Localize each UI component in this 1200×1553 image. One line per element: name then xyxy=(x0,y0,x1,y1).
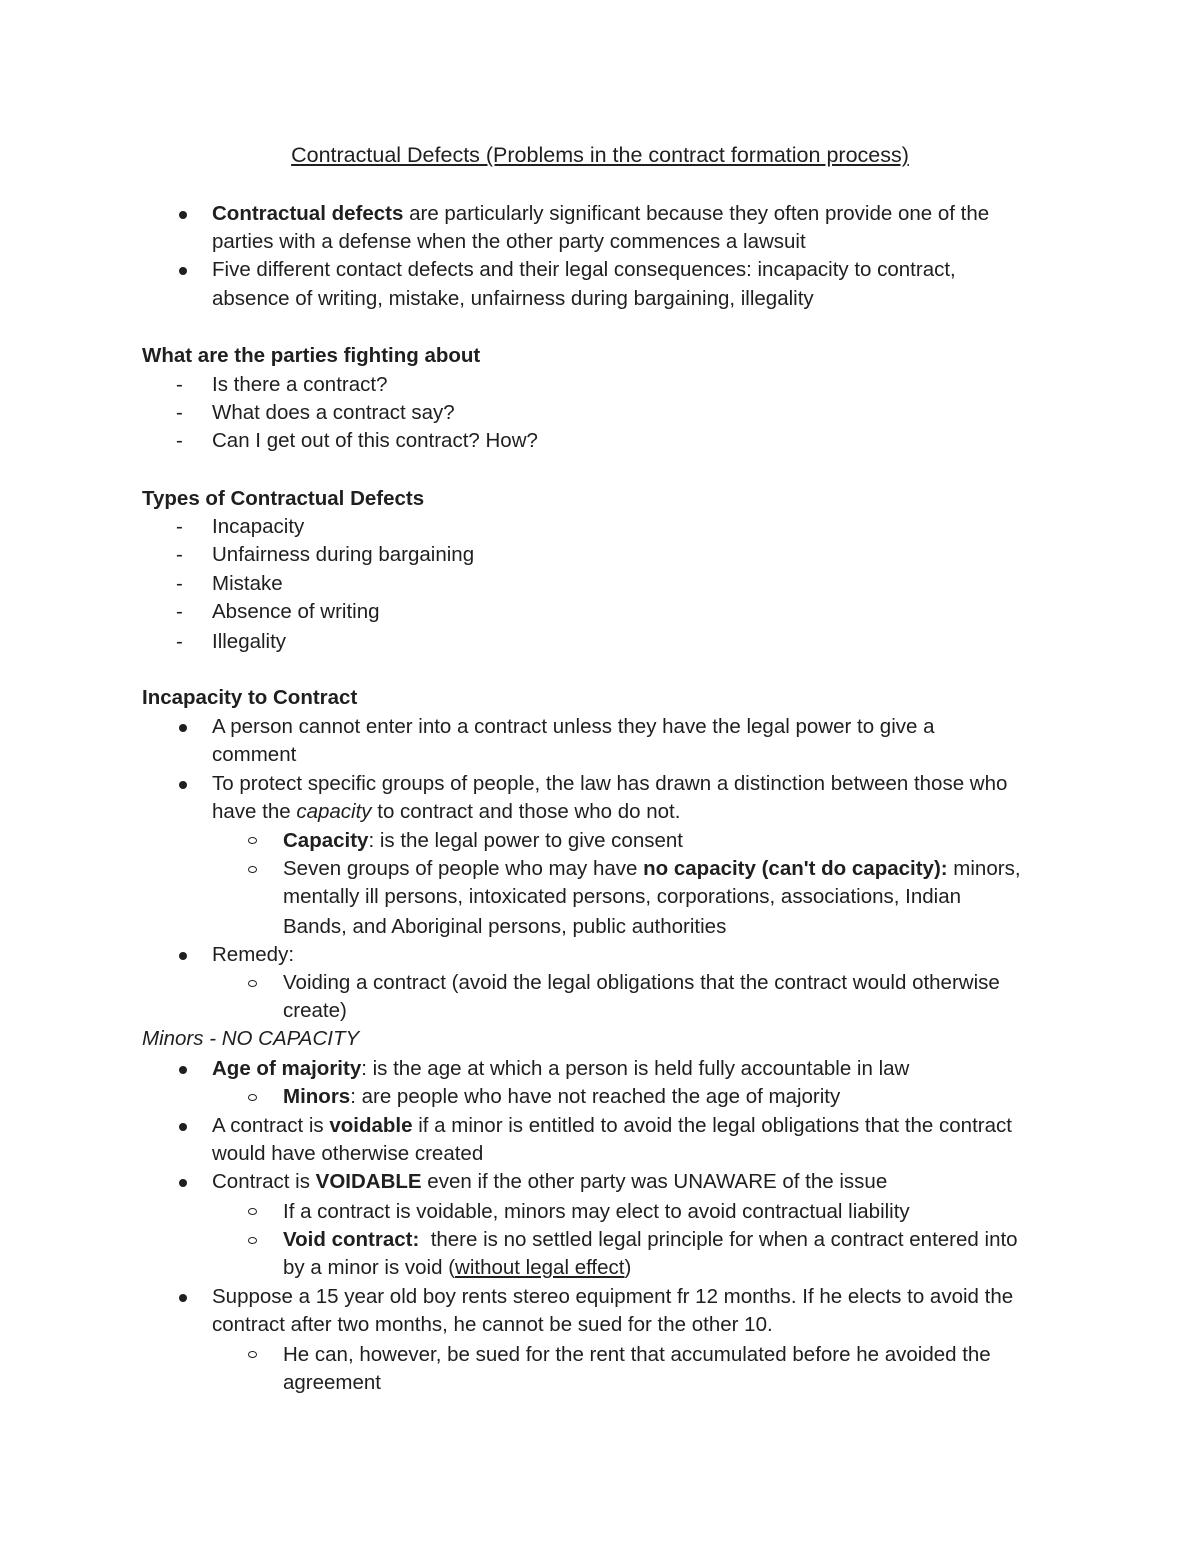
void-contract-line2: by a minor is void (without legal effect) xyxy=(283,1256,632,1279)
bullet-icon xyxy=(179,1066,187,1074)
incapacity-bullet-2: To protect specific groups of people, the law has drawn a distinction between those who xyxy=(212,772,1008,795)
dash-marker: - xyxy=(176,373,183,396)
term-capacity: capacity xyxy=(296,800,372,823)
dash-marker: - xyxy=(176,630,183,653)
age-of-majority: Age of majority: is the age at which a person is held fully accountable in law xyxy=(212,1057,910,1080)
circle-bullet-icon xyxy=(248,1094,257,1101)
heading-types: Types of Contractual Defects xyxy=(142,487,425,510)
types-item-5: Illegality xyxy=(212,630,287,653)
voidable-bullet-line2: would have otherwise created xyxy=(212,1142,484,1165)
document-title: Contractual Defects (Problems in the contract formation process) xyxy=(291,143,909,167)
bullet-icon xyxy=(179,1123,187,1131)
types-item-4: Absence of writing xyxy=(212,600,380,623)
circle-bullet-icon xyxy=(248,837,257,844)
stereo-example: Suppose a 15 year old boy rents stereo equipment fr 12 months. If he elects to avoid the xyxy=(212,1285,1014,1308)
circle-bullet-icon xyxy=(248,980,257,987)
types-item-2: Unfairness during bargaining xyxy=(212,543,475,566)
dash-marker: - xyxy=(176,572,183,595)
remedy-voiding: Voiding a contract (avoid the legal obligations that the contract would otherwise xyxy=(283,971,1000,994)
circle-bullet-icon xyxy=(248,1208,257,1215)
intro-bullet-2-line2: absence of writing, mistake, unfairness during bargaining, illegality xyxy=(212,287,814,310)
fighting-item-3: Can I get out of this contract? How? xyxy=(212,429,538,452)
intro-bullet-2: Five different contact defects and their legal consequences: incapacity to contract, xyxy=(212,258,956,281)
void-contract: Void contract: there is no settled legal principle for when a contract entered into xyxy=(283,1228,1018,1251)
seven-groups: Seven groups of people who may have no capacity (can't do capacity): minors, xyxy=(283,857,1021,880)
capacity-definition: Capacity: is the legal power to give consent xyxy=(283,829,683,852)
dash-marker: - xyxy=(176,429,183,452)
bullet-icon xyxy=(179,781,187,789)
term-contractual-defects: Contractual defects xyxy=(212,202,404,225)
dash-marker: - xyxy=(176,543,183,566)
incapacity-bullet-1-line2: comment xyxy=(212,743,297,766)
bullet-icon xyxy=(179,1179,187,1187)
minors-elect-avoid: If a contract is voidable, minors may elect to avoid contractual liability xyxy=(283,1200,910,1223)
bullet-icon xyxy=(179,952,187,960)
remedy-label: Remedy: xyxy=(212,943,295,966)
seven-groups-line3: Bands, and Aboriginal persons, public authorities xyxy=(283,915,727,938)
rent-accumulated-line2: agreement xyxy=(283,1371,382,1394)
dash-marker: - xyxy=(176,515,183,538)
types-item-1: Incapacity xyxy=(212,515,305,538)
heading-fighting: What are the parties fighting about xyxy=(142,344,481,367)
stereo-example-line2: contract after two months, he cannot be sued for the other 10. xyxy=(212,1313,773,1336)
intro-bullet-1: Contractual defects are particularly significant because they often provide one of the xyxy=(212,202,990,225)
fighting-item-2: What does a contract say? xyxy=(212,401,455,424)
circle-bullet-icon xyxy=(248,1237,257,1244)
seven-groups-line2: mentally ill persons, intoxicated persons, corporations, associations, Indian xyxy=(283,885,961,908)
voidable-unaware: Contract is VOIDABLE even if the other party was UNAWARE of the issue xyxy=(212,1170,888,1193)
bullet-icon xyxy=(179,1294,187,1302)
voidable-bullet: A contract is voidable if a minor is entitled to avoid the legal obligations that the contract xyxy=(212,1114,1012,1137)
intro-bullet-1-line2: parties with a defense when the other party commences a lawsuit xyxy=(212,230,806,253)
circle-bullet-icon xyxy=(248,866,257,873)
types-item-3: Mistake xyxy=(212,572,283,595)
bullet-icon xyxy=(179,267,187,275)
dash-marker: - xyxy=(176,600,183,623)
remedy-voiding-line2: create) xyxy=(283,999,347,1022)
heading-incapacity: Incapacity to Contract xyxy=(142,686,358,709)
incapacity-bullet-2-line2: have the capacity to contract and those who do not. xyxy=(212,800,681,823)
fighting-item-1: Is there a contract? xyxy=(212,373,388,396)
minors-definition: Minors: are people who have not reached the age of majority xyxy=(283,1085,841,1108)
heading-minors: Minors - NO CAPACITY xyxy=(142,1027,360,1050)
bullet-icon xyxy=(179,211,187,219)
circle-bullet-icon xyxy=(248,1351,257,1358)
incapacity-bullet-1: A person cannot enter into a contract unless they have the legal power to give a xyxy=(212,715,935,738)
dash-marker: - xyxy=(176,401,183,424)
bullet-icon xyxy=(179,724,187,732)
rent-accumulated: He can, however, be sued for the rent that accumulated before he avoided the xyxy=(283,1343,991,1366)
